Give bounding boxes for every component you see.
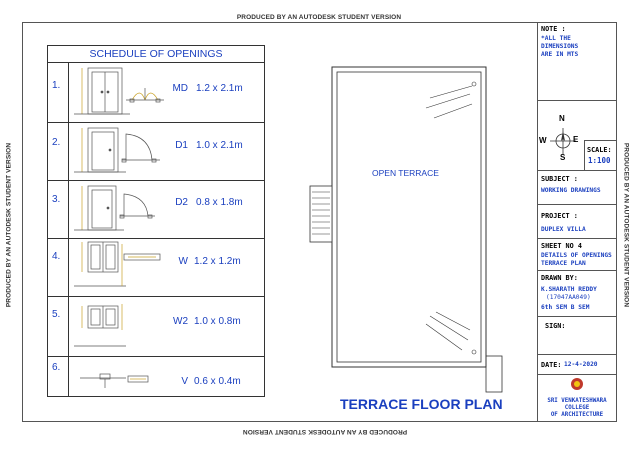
subject-heading: SUBJECT : [541,175,578,183]
title-block-divider [537,204,617,205]
college-line: COLLEGE [564,405,590,411]
title-block-divider [537,170,617,171]
sheet-line: TERRACE PLAN [541,260,586,267]
sign-heading: SIGN: [545,322,566,330]
note-line: ARE IN MTS [541,51,579,58]
schedule-row-size: 1.2 x 2.1m [196,83,243,94]
title-block-divider [537,354,617,355]
sheet-line: DETAILS OF OPENINGS [541,252,612,259]
schedule-row-number: 1. [52,80,61,91]
title-block-divider [537,270,617,271]
college-line: SRI VENKATESHWARA [547,398,607,404]
watermark-bottom: PRODUCED BY AN AUTODESK STUDENT VERSION [242,428,408,435]
schedule-title: SCHEDULE OF OPENINGS [47,45,265,63]
title-block-divider [537,100,617,101]
schedule-row-size: 0.6 x 0.4m [194,376,241,387]
schedule-row-code: D1 [175,140,188,151]
college-line: OF ARCHITECTURE [550,412,604,418]
title-block-divider [537,316,617,317]
note-line: *ALL THE [541,35,571,42]
compass-south: S [560,153,566,162]
schedule-row-size: 0.8 x 1.8m [196,197,243,208]
drawn-by-line: 6th SEM B SEM [541,304,590,311]
project-heading: PROJECT : [541,212,578,220]
subject-value: WORKING DRAWINGS [541,187,601,194]
schedule-row-number: 2. [52,137,61,148]
schedule-row-size: 1.0 x 0.8m [194,316,241,327]
title-block-divider [537,374,617,375]
schedule-row-code: W2 [173,316,188,327]
compass-east: E [573,135,579,144]
drawn-by-heading: DRAWN BY: [541,274,578,282]
schedule-row-code: V [181,376,188,387]
compass-west: W [539,136,547,145]
scale-box [584,140,617,170]
schedule-row-code: MD [172,83,188,94]
open-terrace-label: OPEN TERRACE [372,168,439,178]
drawn-by-line: K.SHARATH REDDY [541,286,597,293]
schedule-row-number: 6. [52,362,61,373]
date-heading: DATE: [541,361,562,369]
schedule-row-number: 3. [52,194,61,205]
drawn-by-line: (17047AA049) [546,294,591,301]
schedule-row-code: D2 [175,197,188,208]
schedule-row-size: 1.2 x 1.2m [194,256,241,267]
compass-north: N [559,114,565,123]
schedule-row-number: 4. [52,251,61,262]
scale-value: 1:100 [588,156,611,165]
watermark-right: PRODUCED BY AN AUTODESK STUDENT VERSION [622,142,630,308]
plan-title: TERRACE FLOOR PLAN [340,396,503,412]
watermark-top: PRODUCED BY AN AUTODESK STUDENT VERSION [236,14,402,21]
sheet-heading: SHEET NO 4 [541,242,582,250]
date-value: 12-4-2020 [564,361,598,368]
college-logo-icon [570,377,584,391]
watermark-left: PRODUCED BY AN AUTODESK STUDENT VERSION [5,142,13,308]
schedule-row-code: W [178,256,188,267]
scale-heading: SCALE: [587,146,612,154]
project-value: DUPLEX VILLA [541,226,586,233]
schedule-row-size: 1.0 x 2.1m [196,140,243,151]
schedule-row-number: 5. [52,309,61,320]
note-heading: NOTE : [541,25,566,33]
note-line: DIMENSIONS [541,43,579,50]
title-block-divider [537,238,617,239]
